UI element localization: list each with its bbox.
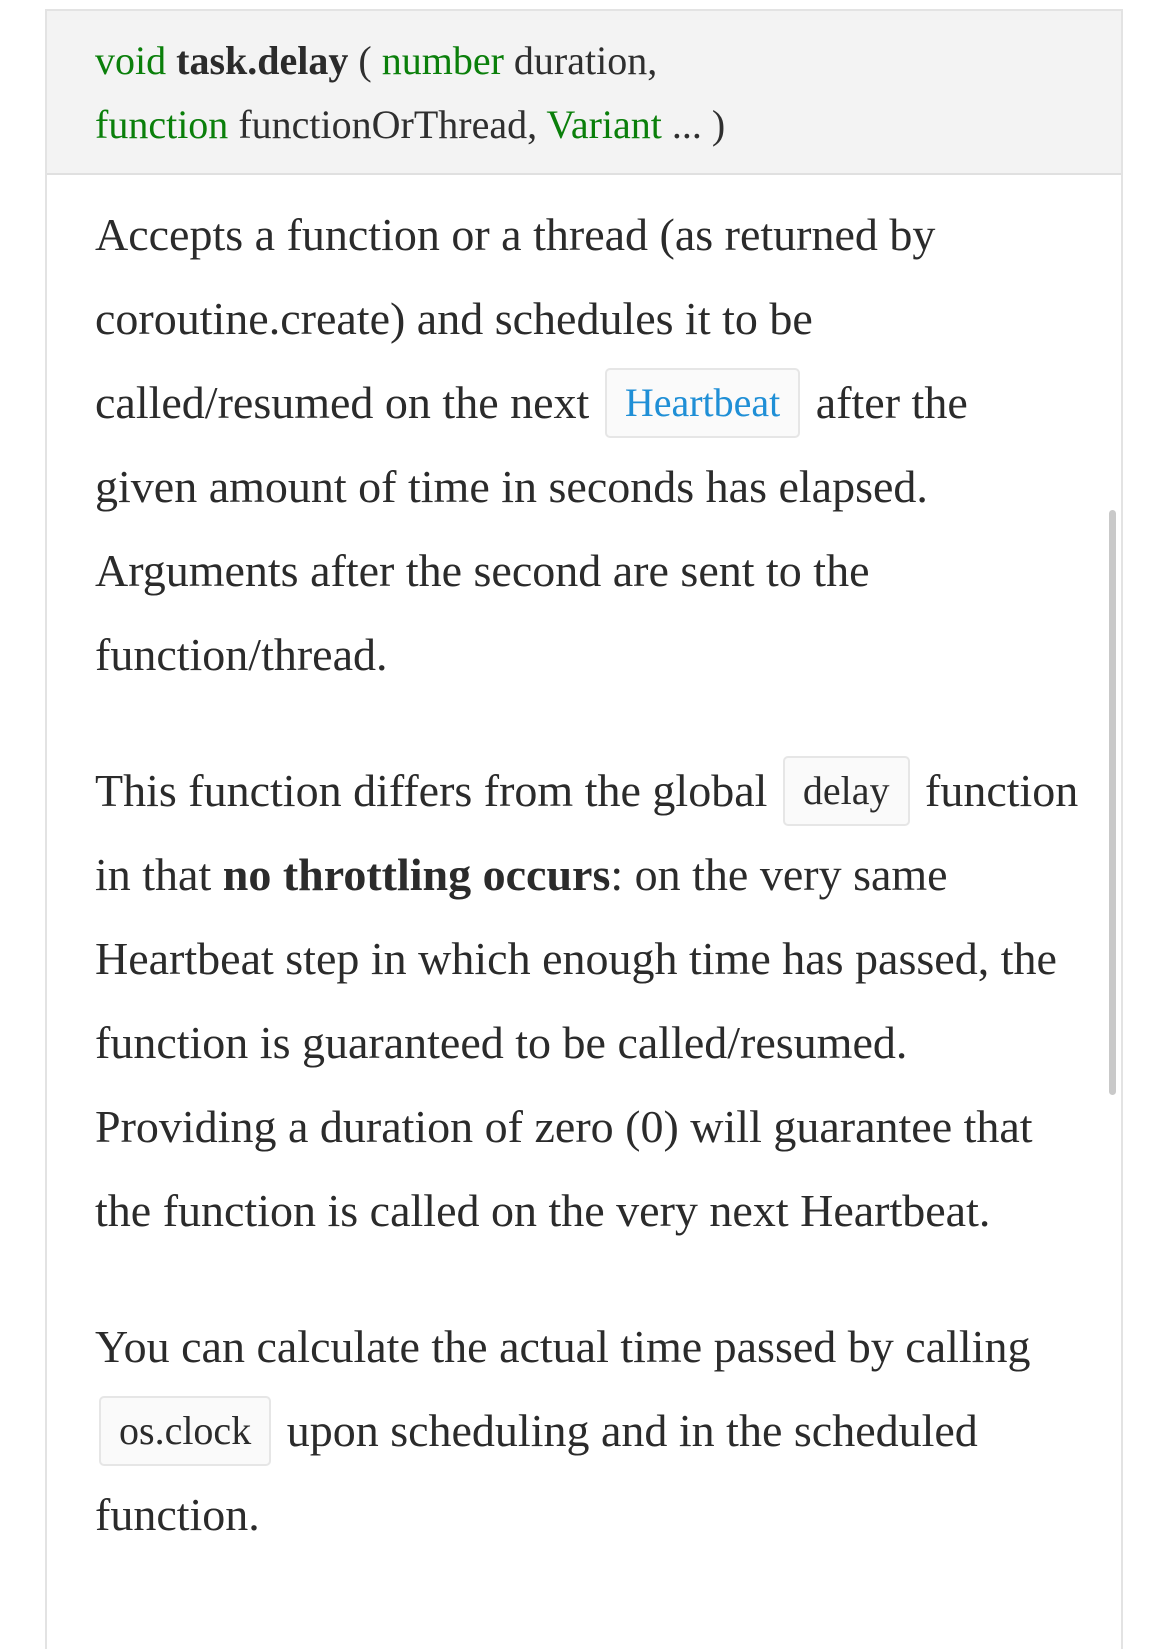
para1-text-a: Accepts a function or a thread (as returned by coroutine.create) and schedules it to be called/resumed on the next — [95, 209, 936, 428]
return-type: void — [95, 38, 167, 83]
para2-text-a: This function differs from the global — [95, 765, 779, 816]
param-type-duration: number — [381, 38, 504, 83]
para2-text-c: : on the very same Heartbeat step in which enough time has passed, the function is guaranteed to be called/resumed. Providing a duration of zero (0) will guarantee that the function is called on the very next Heartbeat. — [95, 849, 1057, 1236]
scrollbar-thumb[interactable] — [1109, 510, 1116, 1095]
function-signature — [47, 11, 1121, 175]
open-paren: ( — [348, 38, 382, 83]
api-doc-card — [45, 9, 1123, 1649]
para3-text-b: upon scheduling and in the scheduled function. — [95, 1405, 978, 1540]
param-type-variant: Variant — [546, 102, 662, 147]
os-clock-code: os.clock — [99, 1396, 271, 1466]
paragraph-3 — [95, 1305, 1081, 1557]
param-name-function: functionOrThread, — [228, 102, 547, 147]
heartbeat-link[interactable]: Heartbeat — [605, 368, 800, 438]
close-paren: ... ) — [661, 102, 726, 147]
paragraph-2 — [95, 749, 1081, 1253]
para2-text-b: function in that — [95, 765, 1079, 900]
param-name-duration: duration, — [503, 38, 658, 83]
delay-code: delay — [783, 756, 910, 826]
no-throttling-emphasis: no throttling occurs — [222, 849, 611, 900]
param-type-function: function — [95, 102, 229, 147]
para1-text-b: after the given amount of time in seconds has elapsed. Arguments after the second are sent to the function/thread. — [95, 377, 968, 680]
description — [47, 193, 1121, 1557]
function-name: task.delay — [176, 38, 349, 83]
para3-text-a: You can calculate the actual time passed by calling — [95, 1321, 1031, 1372]
signature-line-2 — [95, 93, 1121, 157]
paragraph-1 — [95, 193, 1081, 697]
signature-line-1 — [95, 29, 1121, 93]
